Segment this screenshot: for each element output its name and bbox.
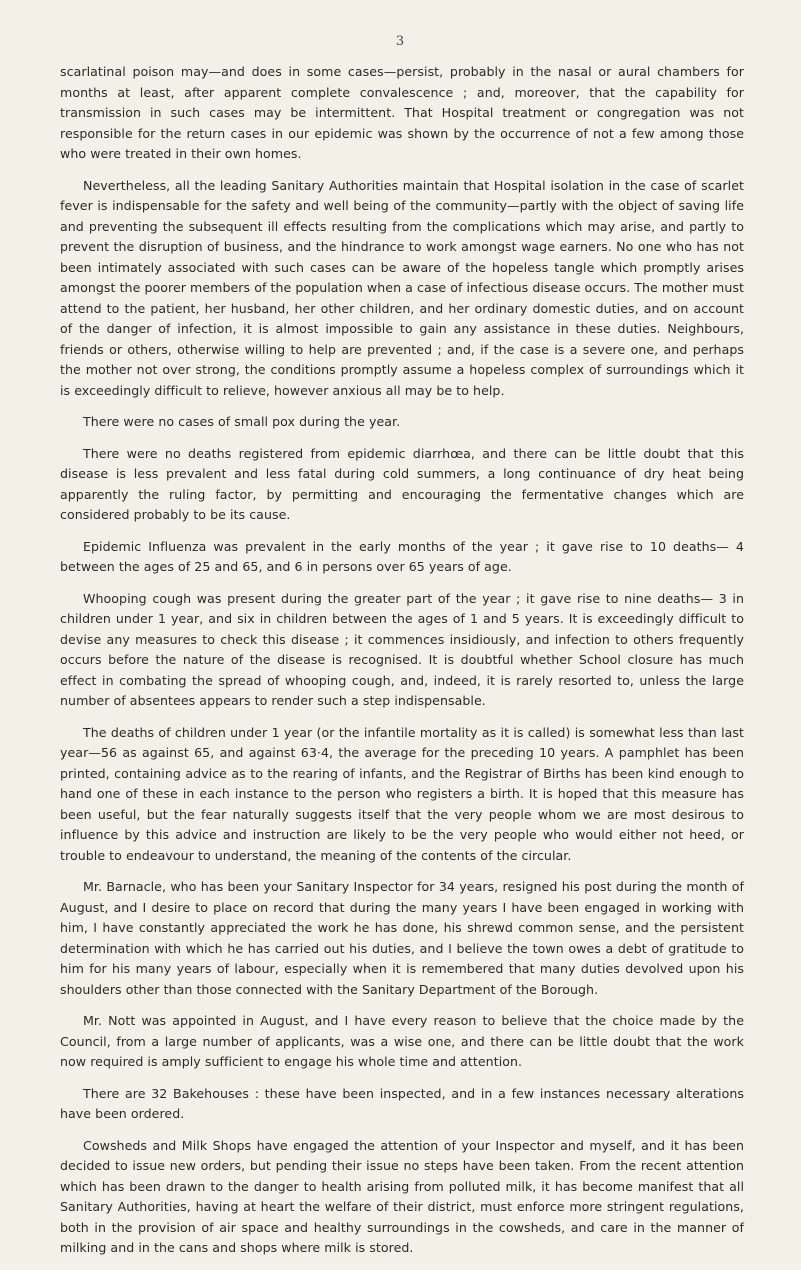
paragraph-3: There were no cases of small pox during the year. (83, 414, 401, 429)
paragraph-2: Nevertheless, all the leading Sanitary Authorities maintain that Hospital isolation in the case of scarlet fever is indispensable for the safety and well being of the community—partly with the object of saving life and preventing the subsequent ill effects resulting from the complications which may arise, and partly to prevent the disruption of business, and the hindrance to work amongst wage earners. No one who has not been intimately associated with such cases can be aware of the hopeless tangle which promptly arises amongst the poorer members of the population when a case of infectious disease occurs. The mother must attend to the patient, her husband, her other children, and her ordinary domestic duties, and on account of the danger of infection, it is almost impossible to gain any assistance in these duties. Neighbours, friends or others, otherwise willing to help are prevented ; and, if the case is a severe one, and perhaps the mother not over strong, the conditions promptly assume a hopeless complex of surroundings which it is exceedingly difficult to relieve, however anxious all may be to help. (60, 177, 744, 398)
paragraph-9: Mr. Nott was appointed in August, and I have every reason to believe that the choice made by the Council, from a large number of applicants, was a wise one, and there can be little doubt that the work now required is amply sufficient to engage his whole time and attention. (60, 1013, 744, 1069)
paragraph-5: Epidemic Influenza was prevalent in the early months of the year ; it gave rise to 10 deaths— 4 between the ages of 25 and 65, and 6 in persons over 65 years of age. (60, 538, 744, 574)
document-body (60, 62, 744, 1270)
paragraph-4: There were no deaths registered from epidemic diarrhœa, and there can be little doubt that this disease is less prevalent and less fatal during cold summers, a long continuance of dry heat being apparently the ruling factor, by permitting and encouraging the fermentative changes which are considered probably to be its cause. (60, 445, 744, 522)
paragraph-6: Whooping cough was present during the greater part of the year ; it gave rise to nine deaths— 3 in children under 1 year, and six in children between the ages of 1 and 5 years. It is exceedingly difficult to devise any measures to check this disease ; it commences insidiously, and infection to others frequently occurs before the nature of the disease is recognised. It is doubtful whether School closure has much effect in combating the spread of whooping cough, and, indeed, it is rarely resorted to, unless the large number of absentees appears to render such a step indispensable. (60, 590, 744, 708)
paragraph-10: There are 32 Bakehouses : these have been inspected, and in a few instances necessary alterations have been ordered. (60, 1085, 744, 1121)
paragraph-11: Cowsheds and Milk Shops have engaged the attention of your Inspector and myself, and it has been decided to issue new orders, but pending their issue no steps have been taken. From the recent attention which has been drawn to the danger to health arising from polluted milk, it has become manifest that all Sanitary Authorities, having at heart the welfare of their district, must enforce more stringent regulations, both in the provision of air space and healthy surroundings in the cowsheds, and care in the manner of milking and in the cans and shops where milk is stored. (60, 1137, 744, 1255)
page-number: 3 (395, 34, 405, 49)
paragraph-8: Mr. Barnacle, who has been your Sanitary Inspector for 34 years, resigned his post during the month of August, and I desire to place on record that during the many years I have been engaged in working with him, I have constantly appreciated the work he has done, his shrewd common sense, and the persistent determination with which he has carried out his duties, and I believe the town owes a debt of gratitude to him for his many years of labour, especially when it is remembered that many duties devolved upon his shoulders other than those connected with the Sanitary Department of the Borough. (60, 879, 744, 997)
paragraph-1: scarlatinal poison may—and does in some cases—persist, probably in the nasal or aural chambers for months at least, after apparent complete convalescence ; and, moreover, that the capability for transmission in such cases may be intermittent. That Hospital treatment or congregation was not responsible for the return cases in our epidemic was shown by the occurrence of not a few among those who were treated in their own homes. (60, 64, 744, 161)
paragraph-7: The deaths of children under 1 year (or the infantile mortality as it is called) is somewhat less than last year—56 as against 65, and against 63·4, the average for the preceding 10 years. A pamphlet has been printed, containing advice as to the rearing of infants, and the Registrar of Births has been kind enough to hand one of these in each instance to the person who registers a birth. It is hoped that this measure has been useful, but the fear naturally suggests itself that the very people whom we are most desirous to influence by this advice and instruction are likely to be the very people who would either not heed, or trouble to endeavour to understand, the meaning of the contents of the circular. (60, 724, 744, 863)
